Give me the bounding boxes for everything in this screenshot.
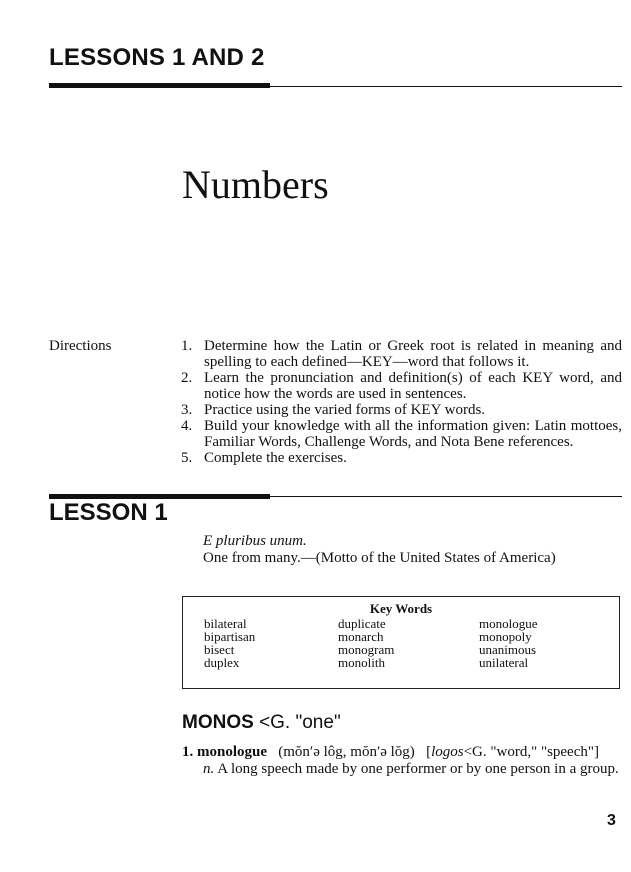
chapter-title: Numbers — [182, 162, 329, 207]
entry-etymology-open: [ — [426, 744, 432, 760]
directions-item — [181, 402, 622, 418]
directions-item-text: Complete the exercises. — [204, 450, 347, 466]
entry-word: monologue — [197, 744, 268, 760]
section-header: LESSONS 1 AND 2 — [49, 44, 265, 71]
root-origin: <G. "one" — [259, 712, 341, 733]
motto-translation: One from many.—(Motto of the United States of America) — [203, 550, 556, 566]
header-rule-thin — [270, 86, 622, 87]
directions-list — [181, 338, 622, 466]
directions-item — [181, 450, 622, 466]
directions-item-number: 2. — [181, 370, 193, 386]
entry-etymology-rest: <G. "word," "speech"] — [463, 744, 599, 760]
key-words-column — [479, 617, 538, 669]
entry-pronunciation: (mŏn′ə lôg, mŏn′ə lŏg) — [278, 744, 415, 760]
entry-headline — [182, 744, 622, 761]
entry-definition: A long speech made by one performer or by one person in a group. — [217, 761, 619, 777]
key-word: monogram — [338, 642, 395, 657]
key-word: monologue — [479, 616, 538, 631]
key-word: duplex — [204, 655, 240, 670]
key-word: monopoly — [479, 629, 532, 644]
lesson-heading: LESSON 1 — [49, 499, 168, 526]
directions-item-number: 4. — [181, 418, 193, 434]
entry-definition-block — [182, 761, 622, 778]
directions-label: Directions — [49, 338, 112, 354]
key-words-column — [204, 617, 255, 669]
key-word: unilateral — [479, 655, 529, 670]
directions-item-number: 5. — [181, 450, 193, 466]
entry-number: 1. — [182, 744, 194, 760]
directions-item — [181, 370, 622, 402]
directions-item-text: Build your knowledge with all the information given: Latin mottoes, Familiar Words, Challenge Words, and Nota Bene references. — [204, 418, 622, 450]
directions-item — [181, 418, 622, 450]
key-words-column — [338, 617, 394, 669]
directions-item-text: Learn the pronunciation and definition(s) of each KEY word, and notice how the words are used in sentences. — [204, 370, 622, 402]
directions-item-number: 1. — [181, 338, 193, 354]
directions-item-text: Determine how the Latin or Greek root is related in meaning and spelling to each defined—KEY—word that follows it. — [204, 338, 622, 370]
header-rule-thick — [49, 83, 270, 88]
entry-etymology-root: logos — [431, 744, 464, 760]
directions-item — [181, 338, 622, 370]
key-word: unanimous — [479, 642, 537, 657]
root-word: MONOS — [182, 712, 254, 733]
key-word: monolith — [338, 655, 385, 670]
key-words-box — [182, 596, 620, 689]
directions-item-text: Practice using the varied forms of KEY words. — [204, 402, 486, 418]
vocabulary-entry — [182, 744, 622, 778]
key-words-title: Key Words — [369, 601, 433, 616]
key-word: monarch — [338, 629, 384, 644]
key-word: duplicate — [338, 616, 386, 631]
key-word: bipartisan — [204, 629, 256, 644]
root-heading — [182, 712, 341, 734]
page-number: 3 — [607, 812, 616, 829]
key-word: bisect — [204, 642, 235, 657]
entry-part-of-speech: n. — [203, 761, 215, 777]
lesson-rule-thin — [270, 496, 622, 497]
key-word: bilateral — [204, 616, 247, 631]
directions-item-number: 3. — [181, 402, 193, 418]
motto-latin: E pluribus unum. — [203, 533, 307, 549]
